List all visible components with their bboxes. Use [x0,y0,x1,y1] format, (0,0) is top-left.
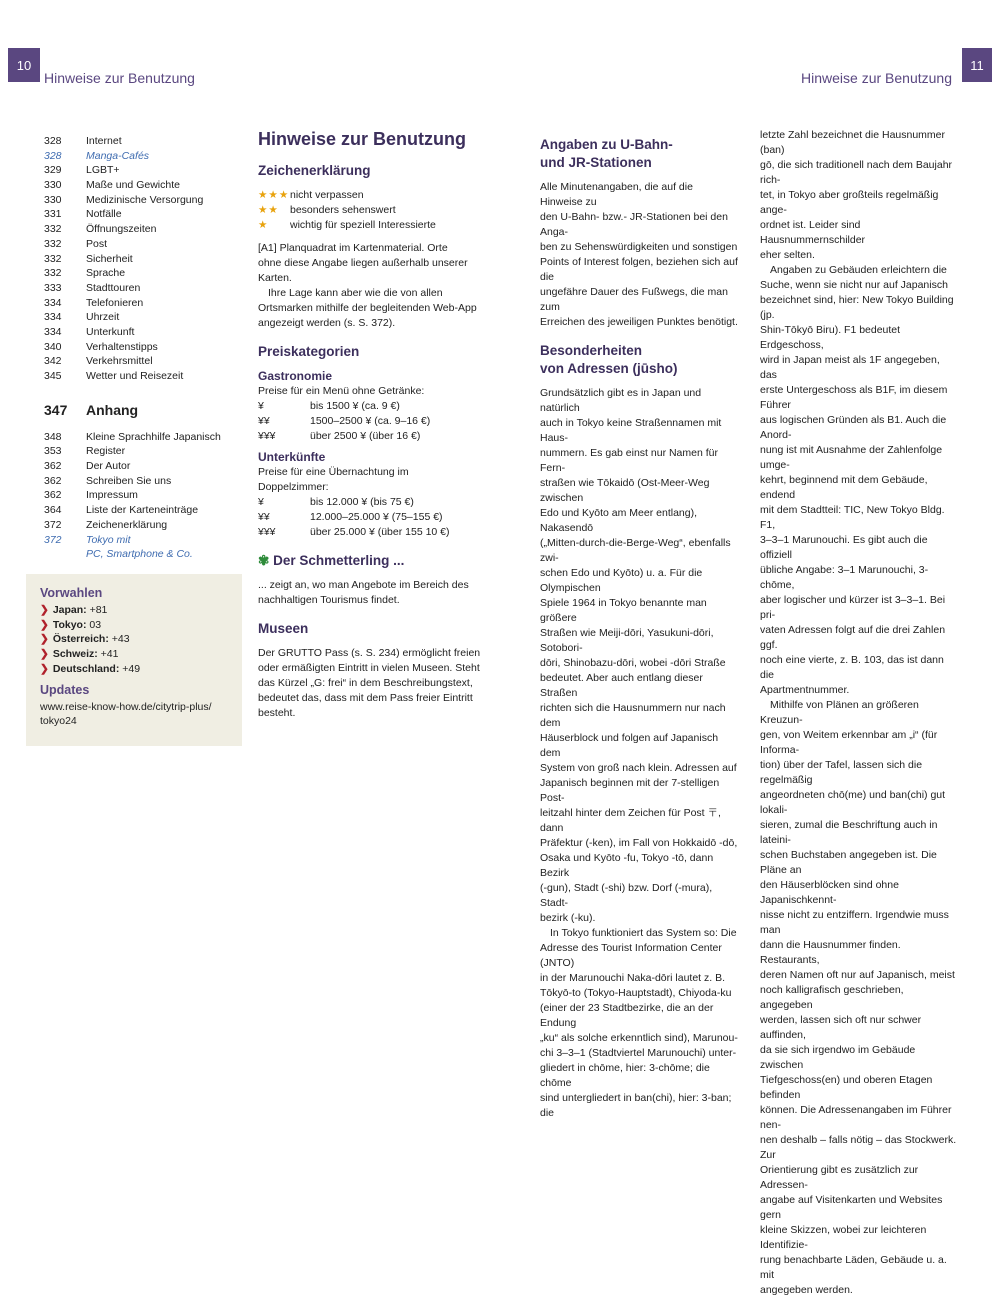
price-row [258,414,486,429]
price-row [258,429,486,444]
toc-entry[interactable] [44,369,244,384]
toc-page-number: 331 [44,208,62,221]
dial-code-row [40,632,228,647]
toc-entry[interactable] [44,266,244,281]
schmetterling-line: nachhaltigen Tourismus findet. [258,594,400,606]
price-value: über 2500 ¥ (über 16 €) [310,430,421,442]
toc-page-number: 362 [44,474,62,487]
toc-label: Maße und Gewichte [86,179,180,192]
adressen-line: Osaka und Kyōto -fu, Tokyo -tō, dann Bezirk [540,852,714,879]
toc-page-number: 334 [44,296,62,309]
toc-entry[interactable] [44,354,244,369]
star-legend-text: nicht verpassen [290,189,364,201]
star-legend-text: wichtig für speziell Interessierte [290,219,436,231]
butterfly-icon: ✾ [258,553,270,568]
body-line: nung ist mit Ausnahme der Zahlenfolge umge- [760,444,943,471]
toc-label: Manga-Cafés [86,149,150,162]
dial-code-value: 03 [89,618,102,631]
body-line: kleine Skizzen, wobei zur leichteren Identifizie- [760,1224,927,1251]
body-line: Angaben zu Gebäuden erleichtern die [770,264,947,276]
price-value: bis 1500 ¥ (ca. 9 €) [310,400,400,412]
toc-entry[interactable] [44,444,244,459]
price-value: über 25.000 ¥ (über 155 10 €) [310,526,450,538]
toc-page-number: 329 [44,164,62,177]
toc-section-anhang[interactable] [44,402,244,418]
chevron-right-icon: ❯ [40,648,49,661]
toc-page-number: 334 [44,325,62,338]
adressen-line: Straßen wie Meiji-dōri, Yasukuni-dōri, Sotobori- [540,627,714,654]
price-row [258,525,486,540]
adressen-line: straßen wie Tōkaidō (Ost-Meer-Weg zwischen [540,477,710,504]
toc-label: Sprache [86,267,126,280]
toc-page-number: 340 [44,340,62,353]
museen-heading: Museen [258,621,309,636]
toc-entry[interactable] [44,149,244,164]
toc-label: Medizinische Versorgung [86,193,204,206]
body-line: noch kalligrafisch geschrieben, angegeben [760,984,904,1011]
toc-label: Schreiben Sie uns [86,474,172,487]
chevron-right-icon: ❯ [40,633,49,646]
tokyo-line: „ku“ als solche erkenntlich sind), Marunou- [540,1032,738,1044]
toc-entry[interactable] [44,474,244,489]
star-legend-row [258,203,486,218]
dial-code-row [40,603,228,618]
body-line: angabe auf Visitenkarten und Websites gern [760,1194,943,1221]
toc-label: Wetter und Reisezeit [86,370,184,382]
gastro-heading: Gastronomie [258,369,333,383]
body-line: da sie sich irgendwo im Gebäude zwischen [760,1044,916,1071]
toc-entry[interactable] [44,252,244,267]
adressen-line: dōri, Shinobazu-dōri, wobei -dōri Straße [540,657,726,669]
body-line: rung benachbarte Läden, Gebäude u. a. mit [760,1254,947,1281]
price-row [258,495,486,510]
toc-label: Register [86,445,126,458]
a1-line: [A1] Planquadrat im Kartenmaterial. Orte [258,242,448,254]
tokyo-line: chi 3–3–1 (Stadtviertel Marunouchi) unter- [540,1047,737,1059]
left-page-number: 10 [8,48,40,82]
ubahn-heading-line: und JR-Stationen [540,155,652,170]
body-line: erste Untergeschoss als B1F, im diesem Führer [760,384,948,411]
toc-label: Impressum [86,489,138,502]
dial-code-row [40,662,228,677]
tokyo-line: in der Marunouchi Naka-dōri lautet z. B. [540,972,726,984]
toc-entry[interactable] [44,222,244,237]
toc-label: Unterkunft [86,325,135,338]
toc-page-number: 342 [44,355,62,368]
tokyo-line: In Tokyo funktioniert das System so: Die [550,927,737,939]
chevron-right-icon: ❯ [40,604,49,616]
toc-entry[interactable] [44,459,244,474]
dial-code-country: Deutschland: [52,662,120,675]
body-line: mit dem Stadtteil: TIC, New Tokyo Bldg. F1, [760,504,945,531]
body-line: angegeben werden. [760,1284,853,1296]
price-symbol: ¥¥ [258,415,270,427]
body-line: tion) über der Tafel, lassen sich die regelmäßig [760,759,923,786]
star-legend-row [258,218,486,233]
toc-page-number: 334 [44,311,62,324]
adressen-line: (-gun), Stadt (-shi) bzw. Dorf (-mura), Stadt- [540,882,713,909]
toc-page-number: 362 [44,489,62,502]
unter-heading: Unterkünfte [258,450,326,464]
star-icon: ★★★ [258,189,290,201]
toc-entry[interactable] [44,518,244,533]
body-line: noch eine vierte, z. B. 103, das ist dann die [760,654,944,681]
lage-line: Ihre Lage kann aber wie die von allen [268,287,443,299]
toc-entry[interactable] [44,134,244,149]
toc-page-number: 332 [44,223,62,236]
museen-line: Der GRUTTO Pass (s. S. 234) ermöglicht freien [258,647,481,659]
tokyo-line: (einer der 23 Stadtbezirke, die an der Endung [540,1002,714,1029]
dial-code-value: +41 [100,648,119,661]
ubahn-heading-line: Angaben zu U-Bahn- [540,137,673,152]
tokyo-line: Adresse des Tourist Information Center (JNTO) [540,942,722,969]
body-line: vaten Adressen folgt auf die drei Zahlen ggf. [760,624,946,651]
toc-entry[interactable] [44,325,244,340]
toc-entry[interactable] [44,430,244,445]
adressen-line: schen Edo und Kyōto) u. a. Für die Olympischen [540,567,703,594]
updates-title: Updates [40,682,90,697]
ubahn-line: ungefähre Dauer des Fußwegs, die man zum [540,286,728,313]
toc-label: Öffnungszeiten [86,223,157,236]
toc-section-label: Anhang [86,401,139,418]
schmetterling-line: ... zeigt an, wo man Angebote im Bereich des [258,579,469,591]
ubahn-line: Erreichen des jeweiligen Punktes benötigt. [540,316,738,328]
left-running-head: Hinweise zur Benutzung [44,70,195,86]
toc-label: Tokyo mit [86,533,131,546]
toc-entry[interactable] [44,178,244,193]
body-line: 3–3–1 Marunouchi. Es gibt auch die offiziell [760,534,928,561]
body-line: schen Buchstaben angegeben ist. Die Pläne an [760,849,937,876]
price-symbol: ¥ [258,496,264,508]
zeichen-heading: Zeichenerklärung [258,163,371,178]
toc-entry[interactable] [44,340,244,355]
price-value: 12.000–25.000 ¥ (75–155 €) [310,511,443,523]
adressen-line: bedeutet. Aber auch entlang dieser Straßen [540,672,703,699]
toc-label: LGBT+ [86,164,120,177]
toc-entry[interactable] [44,503,244,518]
star-icon: ★★ [258,204,279,216]
price-symbol: ¥ [258,400,264,412]
schmetterling-heading [258,552,486,570]
body-line: dann die Hausnummer finden. Restaurants, [760,939,901,966]
lage-line: Ortsmarken mithilfe der begleitenden Web-App [258,302,477,314]
body-line: Apartmentnummer. [760,684,850,696]
toc-page-number: 330 [44,193,62,206]
ubahn-line: Alle Minutenangaben, die auf die Hinweise zu [540,181,693,208]
page-title: Hinweise zur Benutzung [258,129,467,149]
toc-entry[interactable] [44,281,244,296]
chevron-right-icon: ❯ [40,662,49,675]
chevron-right-icon: ❯ [40,618,49,631]
body-line: sieren, zumal die Beschriftung auch in lateini- [760,819,938,846]
adressen-heading [540,342,738,378]
body-line: kehrt, beginnend mit dem Gebäude, endend [760,474,928,501]
body-line: aber logischer und kürzer ist 3–3–1. Bei pri- [760,594,946,621]
body-line: deren Namen oft nur auf Japanisch, meist [760,969,955,981]
price-row [258,510,486,525]
toc-page-number: 348 [44,430,62,443]
adressen-heading-line: von Adressen (jūsho) [540,361,678,376]
toc-page-number: 372 [44,518,62,531]
body-line: aus logischen Gründen als B1. Auch die Anord- [760,414,947,441]
body-line: gen, von Weitem erkennbar am „i“ (für Informa- [760,729,938,756]
dial-code-value: +43 [111,633,130,646]
toc-page-number: 353 [44,445,62,458]
dial-code-row [40,647,228,662]
toc-page-number: 364 [44,504,62,517]
toc-label: Verhaltenstipps [86,340,158,353]
ubahn-line: ben zu Sehenswürdigkeiten und sonstigen [540,241,738,253]
a1-line: Karten. [258,272,292,284]
adressen-line: auch in Tokyo keine Straßennamen mit Haus- [540,417,722,444]
price-symbol: ¥¥¥ [258,526,276,538]
toc-entry[interactable] [44,296,244,311]
price-symbol: ¥¥ [258,511,270,523]
column-legend [258,128,486,721]
price-value: bis 12.000 ¥ (bis 75 €) [310,496,414,508]
info-box [26,574,242,746]
body-line: Suche, wenn sie nicht nur auf Japanisch [760,279,948,291]
toc-label: Zeichenerklärung [86,518,168,531]
star-legend-text: besonders sehenswert [290,204,396,216]
column-buildings [760,128,958,1298]
table-of-contents [44,134,244,562]
toc-page-number: 332 [44,252,62,265]
toc-page-number: 328 [44,149,62,162]
body-line: Shin-Tōkyō Biru). F1 bedeutet Erdgeschoss, [760,324,901,351]
adressen-line: Spiele 1964 in Tokyo benannte man größere [540,597,707,624]
adressen-line: („Mitten-durch-die-Berge-Weg“, ebenfalls zwi- [540,537,731,564]
toc-entry[interactable] [44,533,244,548]
lage-line: angezeigt werden (s. S. 372). [258,317,396,329]
dial-code-country: Österreich: [52,633,109,646]
adressen-line: Japanisch beginnen mit der 7-stelligen Post- [540,777,720,804]
body-line: werden, lassen sich oft nur schwer auffinden, [760,1014,922,1041]
toc-page-number: 332 [44,267,62,280]
star-legend-row [258,188,486,203]
toc-entry[interactable] [44,310,244,325]
museen-line: das Kürzel „G: frei“ in dem Beschreibungstext, [258,677,473,689]
adressen-line: richten sich die Hausnummern nur nach dem [540,702,726,729]
body-line: Mithilfe von Plänen an größeren Kreuzun- [760,699,919,726]
toc-page-number: 345 [44,370,62,382]
dial-code-country: Schweiz: [52,648,98,661]
unter-intro: Preise für eine Übernachtung im [258,466,409,478]
toc-page-number: 362 [44,460,62,473]
adressen-line: bezirk (-ku). [540,912,596,924]
adressen-line: Edo und Kyōto am Meer entlang), Nakasendō [540,507,698,534]
toc-label: Telefonieren [86,296,144,309]
toc-page-number: 333 [44,281,62,294]
body-line: Tiefgeschoss(en) und oberen Etagen befinden [760,1074,933,1101]
dial-code-country: Tokyo: [52,618,87,631]
star-icon: ★ [258,219,269,231]
body-line: eher selten. [760,249,815,261]
toc-page-number: 330 [44,179,62,192]
gastro-intro: Preise für ein Menü ohne Getränke: [258,385,425,397]
adressen-line: Präfektur (-ken), im Fall von Hokkaidō -dō, [540,837,738,849]
vorwahlen-title: Vorwahlen [40,586,103,600]
preis-heading: Preiskategorien [258,344,360,359]
tokyo-line: sind untergliedert in ban(chi), hier: 3-ban; die [540,1092,732,1119]
toc-label: Sicherheit [86,252,133,265]
toc-label: Post [86,237,108,250]
a1-line: ohne diese Angabe liegen außerhalb unserer [258,257,468,269]
tokyo-line: gliedert in chōme, hier: 3-chōme; die chōme [540,1062,710,1089]
toc-label: Notfälle [86,208,122,221]
dial-code-country: Japan: [52,604,87,616]
ubahn-line: Points of Interest folgen, beziehen sich auf die [540,256,738,283]
body-line: nisse nicht zu entziffern. Irgendwie muss man [760,909,949,936]
adressen-line: leitzahl hinter dem Zeichen für Post 〒, dann [540,807,721,834]
dial-code-value: +81 [89,604,108,616]
body-line: können. Die Adressenangaben im Führer nen- [760,1104,952,1131]
toc-label: Uhrzeit [86,311,120,324]
toc-label: Der Autor [86,460,131,473]
body-line: ordnet ist. Leider sind Hausnummernschilder [760,219,866,246]
toc-entry[interactable] [44,237,244,252]
updates-url[interactable]: www.reise-know-how.de/citytrip-plus/ [40,700,212,713]
body-line: tet, in Tokyo aber großteils regelmäßig ange- [760,189,939,216]
toc-label: Internet [86,135,122,147]
updates-url-cont[interactable]: tokyo24 [40,715,77,728]
body-line: den Häuserblöcken sind ohne Japanischkennt- [760,879,899,906]
body-line: angeordneten chō(me) und ban(chi) gut lokali- [760,789,946,816]
toc-page-number: 332 [44,237,62,250]
price-row [258,399,486,414]
museen-line: oder ermäßigten Eintritt in vielen Museen. Steht [258,662,480,674]
ubahn-line: den U-Bahn- bzw.- JR-Stationen bei den Anga- [540,211,728,238]
toc-entry[interactable] [44,488,244,503]
price-symbol: ¥¥¥ [258,430,276,442]
body-line: letzte Zahl bezeichnet die Hausnummer (ban) [760,129,946,156]
toc-entry[interactable] [44,193,244,208]
museen-line: besteht. [258,707,296,719]
tokyo-line: Tōkyō-to (Tokyo-Hauptstadt), Chiyoda-ku [540,987,732,999]
price-value: 1500–2500 ¥ (ca. 9–16 €) [310,415,431,427]
dial-code-value: +49 [122,662,141,675]
toc-entry[interactable] [44,163,244,178]
museen-line: bedeutet das, dass mit dem Pass freier Eintritt [258,692,473,704]
adressen-line: Häuserblock und folgen auf Japanisch dem [540,732,719,759]
adressen-heading-line: Besonderheiten [540,343,643,358]
body-line: bezeichnet sind, hier: New Tokyo Building (jp. [760,294,954,321]
dial-code-row [40,618,228,633]
adressen-line: System von groß nach klein. Adressen auf [540,762,737,774]
toc-entry-continuation[interactable]: PC, Smartphone & Co. [86,548,193,561]
body-line: nen deshalb – falls nötig – das Stockwerk. Zur [760,1134,957,1161]
right-page-number: 11 [962,48,992,82]
toc-label: Verkehrsmittel [86,355,153,368]
toc-entry[interactable] [44,207,244,222]
unter-intro: Doppelzimmer: [258,481,329,493]
right-running-head: Hinweise zur Benutzung [801,70,952,86]
ubahn-heading [540,136,738,172]
body-line: Orientierung gibt es zusätzlich zur Adressen- [760,1164,919,1191]
toc-section-number: 347 [44,401,68,418]
toc-label: Kleine Sprachhilfe Japanisch [86,430,221,443]
column-addresses [540,136,738,1121]
toc-label: Liste der Karteneinträge [86,504,199,517]
body-line: wird in Japan meist als 1F angegeben, das [760,354,940,381]
adressen-line: Grundsätzlich gibt es in Japan und natürlich [540,387,702,414]
adressen-line: nummern. Es gab einst nur Namen für Fern- [540,447,718,474]
schmetterling-title: Der Schmetterling ... [273,553,405,568]
body-line: gō, die sich traditionell nach dem Baujahr rich- [760,159,953,186]
toc-page-number: 372 [44,533,62,546]
toc-label: Stadttouren [86,281,141,294]
toc-page-number: 328 [44,135,62,147]
body-line: übliche Angabe: 3–1 Marunouchi, 3-chōme, [760,564,929,591]
